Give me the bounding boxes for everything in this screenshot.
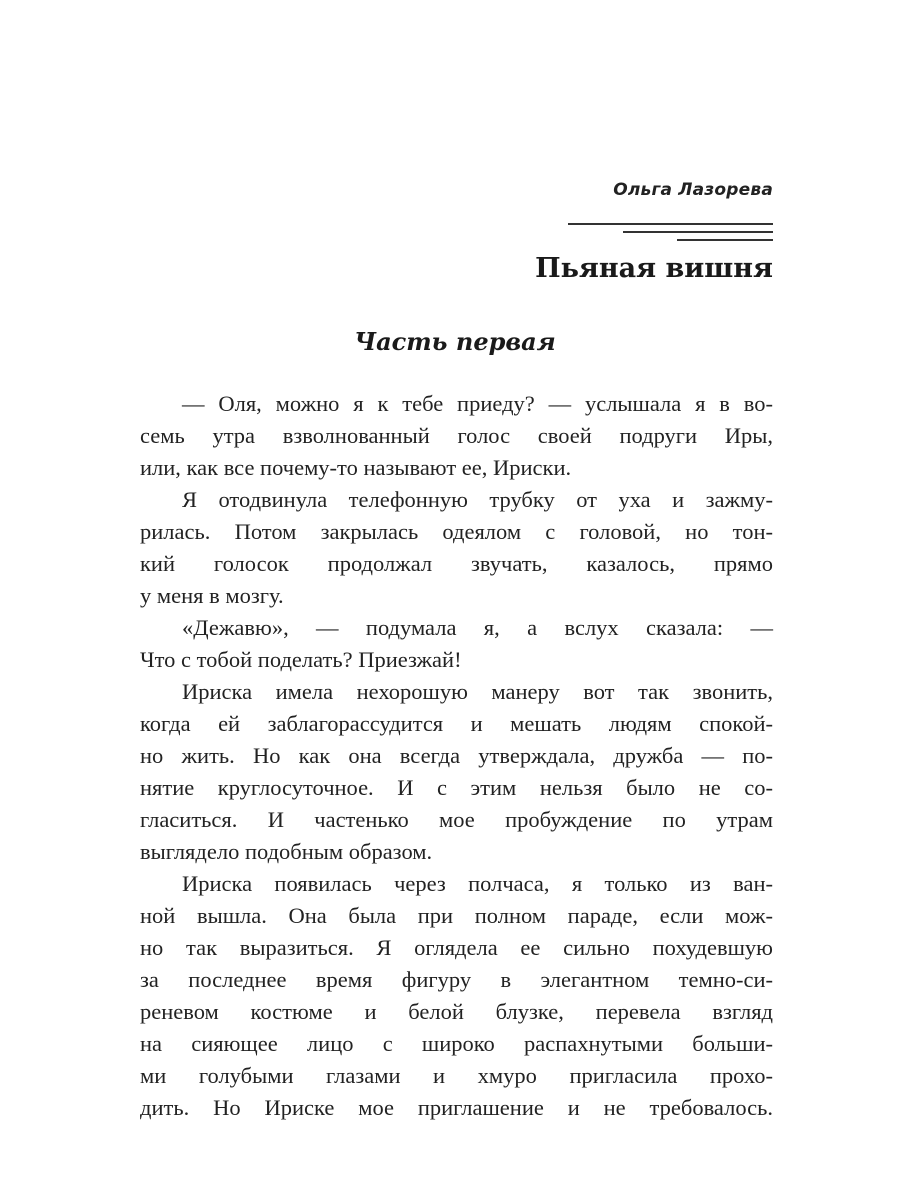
text-line: дить. Но Ириске мое приглашение и не требовалось. bbox=[140, 1095, 773, 1120]
decorative-rule-short bbox=[677, 239, 773, 241]
author-name: Ольга Лазорева bbox=[613, 180, 773, 200]
text-line: «Дежавю», — подумала я, а вслух сказала: — bbox=[182, 615, 773, 640]
text-line: за последнее время фигуру в элегантном темно-си- bbox=[140, 967, 773, 992]
text-line: Я отодвинула телефонную трубку от уха и зажму- bbox=[182, 487, 773, 512]
text-line: Что с тобой поделать? Приезжай! bbox=[140, 647, 462, 672]
text-line: но так выразиться. Я оглядела ее сильно похудевшую bbox=[140, 935, 773, 960]
text-line: реневом костюме и белой блузке, перевела взгляд bbox=[140, 999, 773, 1024]
text-line: нятие круглосуточное. И с этим нельзя было не со- bbox=[140, 775, 773, 800]
decorative-rule-long bbox=[568, 223, 773, 225]
text-line: или, как все почему-то называют ее, Ириски. bbox=[140, 455, 572, 480]
text-line: на сияющее лицо с широко распахнутыми больши- bbox=[140, 1031, 773, 1056]
text-line: но жить. Но как она всегда утверждала, дружба — по- bbox=[140, 743, 773, 768]
text-line: семь утра взволнованный голос своей подруги Иры, bbox=[140, 423, 773, 448]
text-line: ной вышла. Она была при полном параде, если мож- bbox=[140, 903, 773, 928]
text-line: ми голубыми глазами и хмуро пригласила прохо- bbox=[140, 1063, 773, 1088]
text-line: гласиться. И частенько мое пробуждение по утрам bbox=[140, 807, 773, 832]
text-line: кий голосок продолжал звучать, казалось, прямо bbox=[140, 551, 773, 576]
text-line: когда ей заблагорассудится и мешать людям спокой- bbox=[140, 711, 773, 736]
text-line: Ириска имела нехорошую манеру вот так звонить, bbox=[182, 679, 773, 704]
text-line: выглядело подобным образом. bbox=[140, 839, 433, 864]
text-line: Ириска появилась через полчаса, я только из ван- bbox=[182, 871, 773, 896]
book-title: Пьяная вишня bbox=[535, 253, 773, 284]
text-line: у меня в мозгу. bbox=[140, 583, 284, 608]
text-line: рилась. Потом закрылась одеялом с головой, но тон- bbox=[140, 519, 773, 544]
decorative-rule-medium bbox=[623, 231, 773, 233]
text-line: — Оля, можно я к тебе приеду? — услышала я в во- bbox=[182, 391, 773, 416]
body-text bbox=[140, 388, 773, 1124]
part-heading: Часть первая bbox=[354, 327, 556, 356]
